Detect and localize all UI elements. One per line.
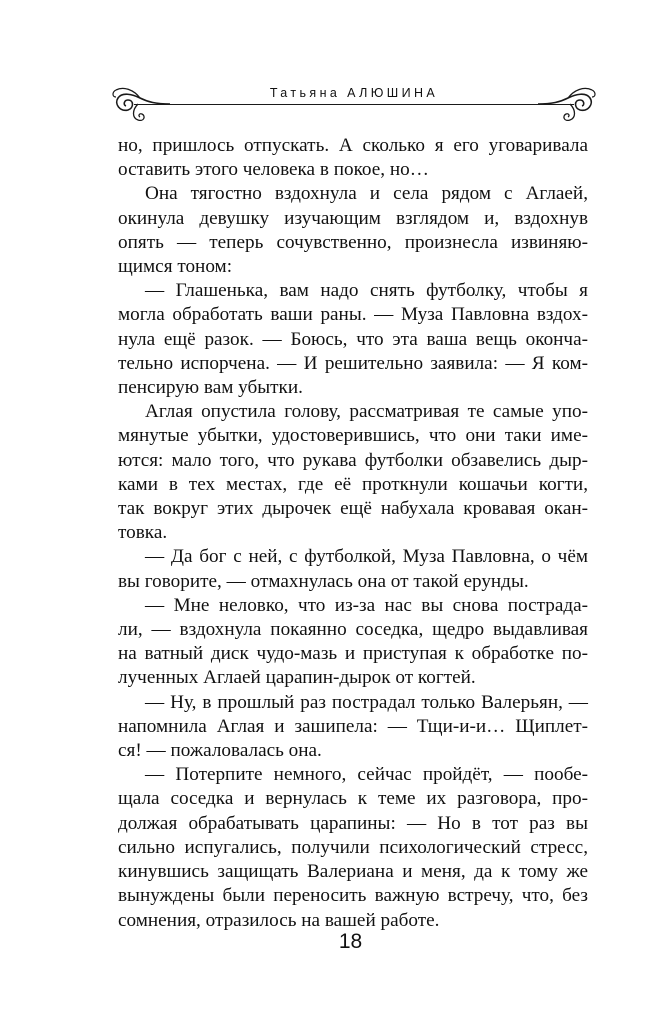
text-line: ками в тех местах, где её проткнули кошачьи когти,: [118, 473, 588, 495]
text-line: ся! — пожаловалась она.: [118, 740, 322, 762]
text-line: так вокруг этих дырочек ещё набухала кровавая окан-: [118, 498, 588, 520]
running-header: [114, 80, 594, 132]
text-line: щимся тоном:: [118, 256, 233, 278]
text-line: опять — теперь сочувственно, произнесла извиняю-: [118, 231, 588, 253]
text-line: щала соседка и вернулась к теме их разговора, про-: [118, 788, 588, 810]
header-rule: [134, 104, 574, 105]
text-line: на ватный диск чудо-мазь и приступая к обработке по-: [118, 643, 588, 665]
text-line: ются: мало того, что рукава футболки обзавелись дыр-: [118, 449, 588, 471]
header-title-text: Татьяна АЛЮШИНА: [258, 86, 450, 100]
text-line: вы говорите, — отмахнулась она от такой ерунды.: [118, 570, 529, 592]
text-line: мянутые убытки, удостоверившись, что они таки име-: [118, 425, 588, 447]
text-line: тельно испорчена. — И решительно заявила: — Я ком-: [118, 352, 588, 374]
text-line: — Мне неловко, что из-за нас вы снова пострада-: [145, 594, 588, 616]
text-line: нула ещё разок. — Боюсь, что эта ваша вещь оконча-: [118, 328, 588, 350]
text-line: напомнила Аглая и зашипела: — Тщи-и-и… Щиплет-: [118, 715, 588, 737]
text-line: сильно испугались, получили психологический стресс,: [118, 836, 588, 858]
text-line: вынуждены были переносить важную встречу, что, без: [118, 885, 588, 907]
text-line: — Глашенька, вам надо снять футболку, чтобы я: [145, 280, 588, 302]
flourish-ornament-right-icon: [534, 80, 600, 132]
text-line: должая обрабатывать царапины: — Но в тот раз вы: [118, 812, 588, 834]
text-line: Она тягостно вздохнула и села рядом с Аглаей,: [145, 183, 588, 205]
text-line: — Ну, в прошлый раз пострадал только Валерьян, —: [145, 691, 588, 713]
text-line: сомнения, отразилось на вашей работе.: [118, 909, 440, 931]
text-line: — Да бог с ней, с футболкой, Муза Павловна, о чём: [145, 546, 588, 568]
text-line: Аглая опустила голову, рассматривая те самые упо-: [145, 401, 588, 423]
body-text: [118, 134, 588, 933]
page-number: 18: [338, 930, 363, 953]
text-line: но, пришлось отпускать. А сколько я его уговаривала: [118, 135, 588, 156]
text-line: оставить этого человека в покое, но…: [118, 159, 429, 181]
text-line: пенсирую вам убытки.: [118, 377, 303, 399]
text-line: ли, — вздохнула покаянно соседка, щедро выдавливая: [118, 619, 588, 641]
text-line: кинувшись защищать Валериана и меня, да к тому же: [118, 861, 588, 883]
text-line: товка.: [118, 522, 168, 544]
text-line: лученных Аглаей царапин-дырок от когтей.: [118, 667, 476, 689]
text-line: окинула девушку изучающим взглядом и, вздохнув: [118, 207, 588, 229]
text-line: могла обработать ваши раны. — Муза Павловна вздох-: [118, 304, 588, 326]
text-line: — Потерпите немного, сейчас пройдёт, — пообе-: [145, 764, 588, 786]
header-title: [114, 86, 594, 100]
